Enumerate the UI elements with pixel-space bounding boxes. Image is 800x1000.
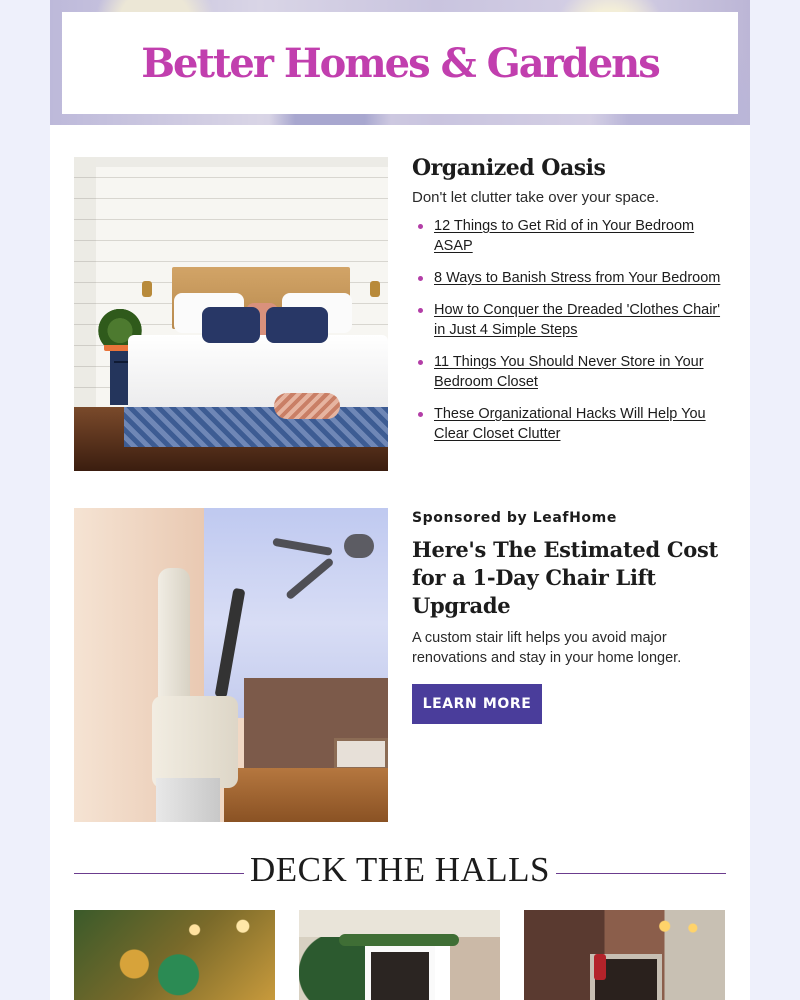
- bedroom-image[interactable]: [74, 157, 388, 471]
- article-link-list: [412, 216, 728, 456]
- image-detail: [156, 778, 220, 822]
- ornament-image[interactable]: [74, 910, 275, 1000]
- article-link[interactable]: How to Conquer the Dreaded 'Clothes Chair' in Just 4 Simple Steps: [434, 302, 721, 338]
- image-detail: [274, 393, 340, 419]
- image-detail: [74, 157, 96, 417]
- article-subtitle: Don't let clutter take over your space.: [412, 189, 660, 206]
- image-detail: [370, 281, 380, 297]
- image-detail: [124, 407, 388, 447]
- section-heading: DECK THE HALLS: [250, 850, 550, 889]
- image-detail: [344, 534, 374, 558]
- image-detail: [266, 307, 328, 343]
- article-link[interactable]: These Organizational Hacks Will Help You Clear Closet Clutter: [434, 406, 706, 442]
- learn-more-button[interactable]: LEARN MORE: [412, 684, 542, 724]
- list-item: [412, 352, 728, 392]
- bullet-icon: [418, 308, 423, 313]
- list-item: [412, 404, 728, 444]
- article-title[interactable]: Organized Oasis: [412, 155, 606, 181]
- list-item: [412, 300, 728, 340]
- article-link[interactable]: 11 Things You Should Never Store in Your Bedroom Closet: [434, 354, 704, 390]
- brand-logo[interactable]: Better Homes & Gardens: [141, 39, 659, 87]
- ad-title[interactable]: Here's The Estimated Cost for a 1-Day Chair Lift Upgrade: [412, 537, 718, 618]
- divider-right: [556, 873, 726, 874]
- bullet-icon: [418, 224, 423, 229]
- image-detail: [74, 157, 388, 167]
- article-link[interactable]: 12 Things to Get Rid of in Your Bedroom ASAP: [434, 218, 695, 254]
- mantel-image[interactable]: [524, 910, 725, 1000]
- image-detail: [365, 946, 435, 1000]
- image-detail: [158, 568, 190, 700]
- header-banner: [50, 0, 750, 125]
- image-detail: [224, 768, 388, 822]
- list-item: [412, 268, 728, 288]
- sponsor-label: Sponsored by LeafHome: [412, 510, 617, 526]
- image-detail: [339, 934, 459, 946]
- article-link[interactable]: 8 Ways to Banish Stress from Your Bedroom: [434, 270, 721, 286]
- chair-lift-image[interactable]: [74, 508, 388, 822]
- image-detail: [594, 954, 606, 980]
- bullet-icon: [418, 360, 423, 365]
- image-detail: [202, 307, 260, 343]
- image-detail: [142, 281, 152, 297]
- bullet-icon: [418, 276, 423, 281]
- bullet-icon: [418, 412, 423, 417]
- logo-box[interactable]: [62, 12, 738, 114]
- ad-description: A custom stair lift helps you avoid major renovations and stay in your home longer.: [412, 630, 682, 666]
- fireplace-image[interactable]: [299, 910, 500, 1000]
- divider-left: [74, 873, 244, 874]
- email-container: [50, 0, 750, 1000]
- image-detail: [152, 696, 238, 788]
- list-item: [412, 216, 728, 256]
- image-detail: [334, 738, 388, 770]
